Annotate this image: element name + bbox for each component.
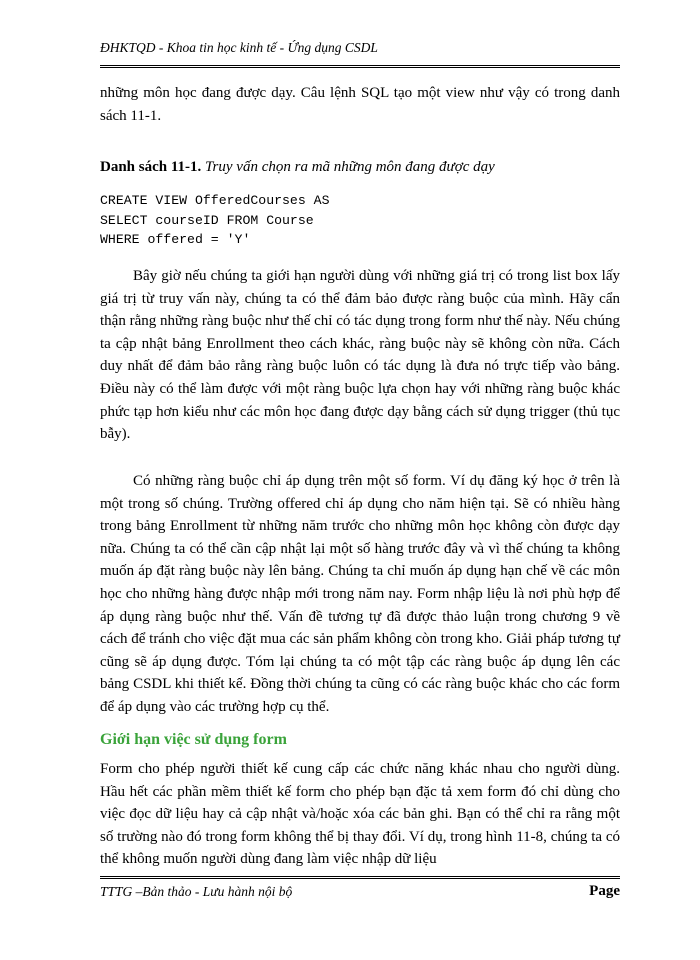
listing-label: Danh sách 11-1 bbox=[100, 159, 198, 175]
listing-separator: . bbox=[197, 159, 206, 175]
page-header: ĐHKTQD - Khoa tin học kinh tế - Ứng dụng CSDL bbox=[100, 40, 378, 55]
body-paragraph-2: Có những ràng buộc chỉ áp dụng trên một số form. Ví dụ đăng ký học ở trên là một trong số chúng. Trường offered chỉ áp dụng cho năm hiện tại. Sẽ có nhiều hàng trong bảng Enrollment từ những năm trước cho những môn học không còn được dạy nữa. Chúng ta có thể cần cập nhật lại một số hàng trước đây và vì thế chúng ta không muốn áp đặt ràng buộc này lên bảng. Chúng ta chỉ muốn áp dụng hạn chế về các môn học cho những hàng được nhập mới trong năm nay. Form nhập liệu là nơi phù hợp để áp dụng ràng buộc như thế. Vấn đề tương tự đã được thảo luận trong chương 9 về cách để tránh cho việc đặt mua các sản phẩm không còn trong kho. Giải pháp tương tự cũng sẽ áp dụng được. Tóm lại chúng ta có một tập các ràng buộc áp dụng lên các bảng CSDL khi thiết kế. Đồng thời chúng ta cũng có các ràng buộc khác cho các form để áp dụng vào các trường hợp cụ thể. bbox=[100, 473, 620, 715]
code-line: WHERE offered = 'Y' bbox=[100, 232, 251, 247]
listing-caption-text: Truy vấn chọn ra mã những môn đang được dạy bbox=[205, 159, 495, 175]
code-line: SELECT courseID FROM Course bbox=[100, 212, 314, 228]
listing-caption bbox=[100, 159, 495, 176]
page-label: Page bbox=[589, 883, 620, 899]
body-paragraph-1: Bây giờ nếu chúng ta giới hạn người dùng với những giá trị có trong list box lấy giá trị từ truy vấn này, chúng ta có thể đảm bảo được ràng buộc của mình. Hãy cẩn thận rằng những ràng buộc như thế chỉ có tác dụng trong form như thế này. Nếu chúng ta cập nhật bảng Enrollment theo cách khác, ràng buộc này sẽ không còn nữa. Cách duy nhất để đảm bảo rằng ràng buộc luôn có tác dụng là đưa nó trực tiếp vào bảng. Điều này có thể làm được với một ràng buộc lựa chọn hay với những ràng buộc khác phức tạp hơn kiểu như các môn học đang được dạy bằng cách sử dụng trigger (thủ tục bẫy). bbox=[100, 268, 620, 443]
header-divider bbox=[100, 65, 620, 68]
footer-note: TTTG –Bản thảo - Lưu hành nội bộ bbox=[100, 884, 293, 899]
sql-code-block bbox=[100, 191, 330, 250]
intro-paragraph: những môn học đang được dạy. Câu lệnh SQL tạo một view như vậy có trong danh sách 11-1. bbox=[100, 85, 620, 124]
footer-divider bbox=[100, 876, 620, 879]
code-line: CREATE VIEW OfferedCourses AS bbox=[100, 193, 330, 208]
section-heading: Giới hạn việc sử dụng form bbox=[100, 731, 287, 748]
section-paragraph: Form cho phép người thiết kế cung cấp các chức năng khác nhau cho người dùng. Hầu hết các phần mềm thiết kế form cho phép bạn đặc tả xem form đó chỉ dùng cho việc đọc dữ liệu hay cả cập nhật và/hoặc xóa các bản ghi. Bạn có thể chỉ ra rằng một số trường nào đó trong form không thể bị thay đổi. Ví dụ, trong hình 11-8, chúng ta có thể không muốn người dùng đang làm việc nhập dữ liệu bbox=[100, 761, 620, 868]
